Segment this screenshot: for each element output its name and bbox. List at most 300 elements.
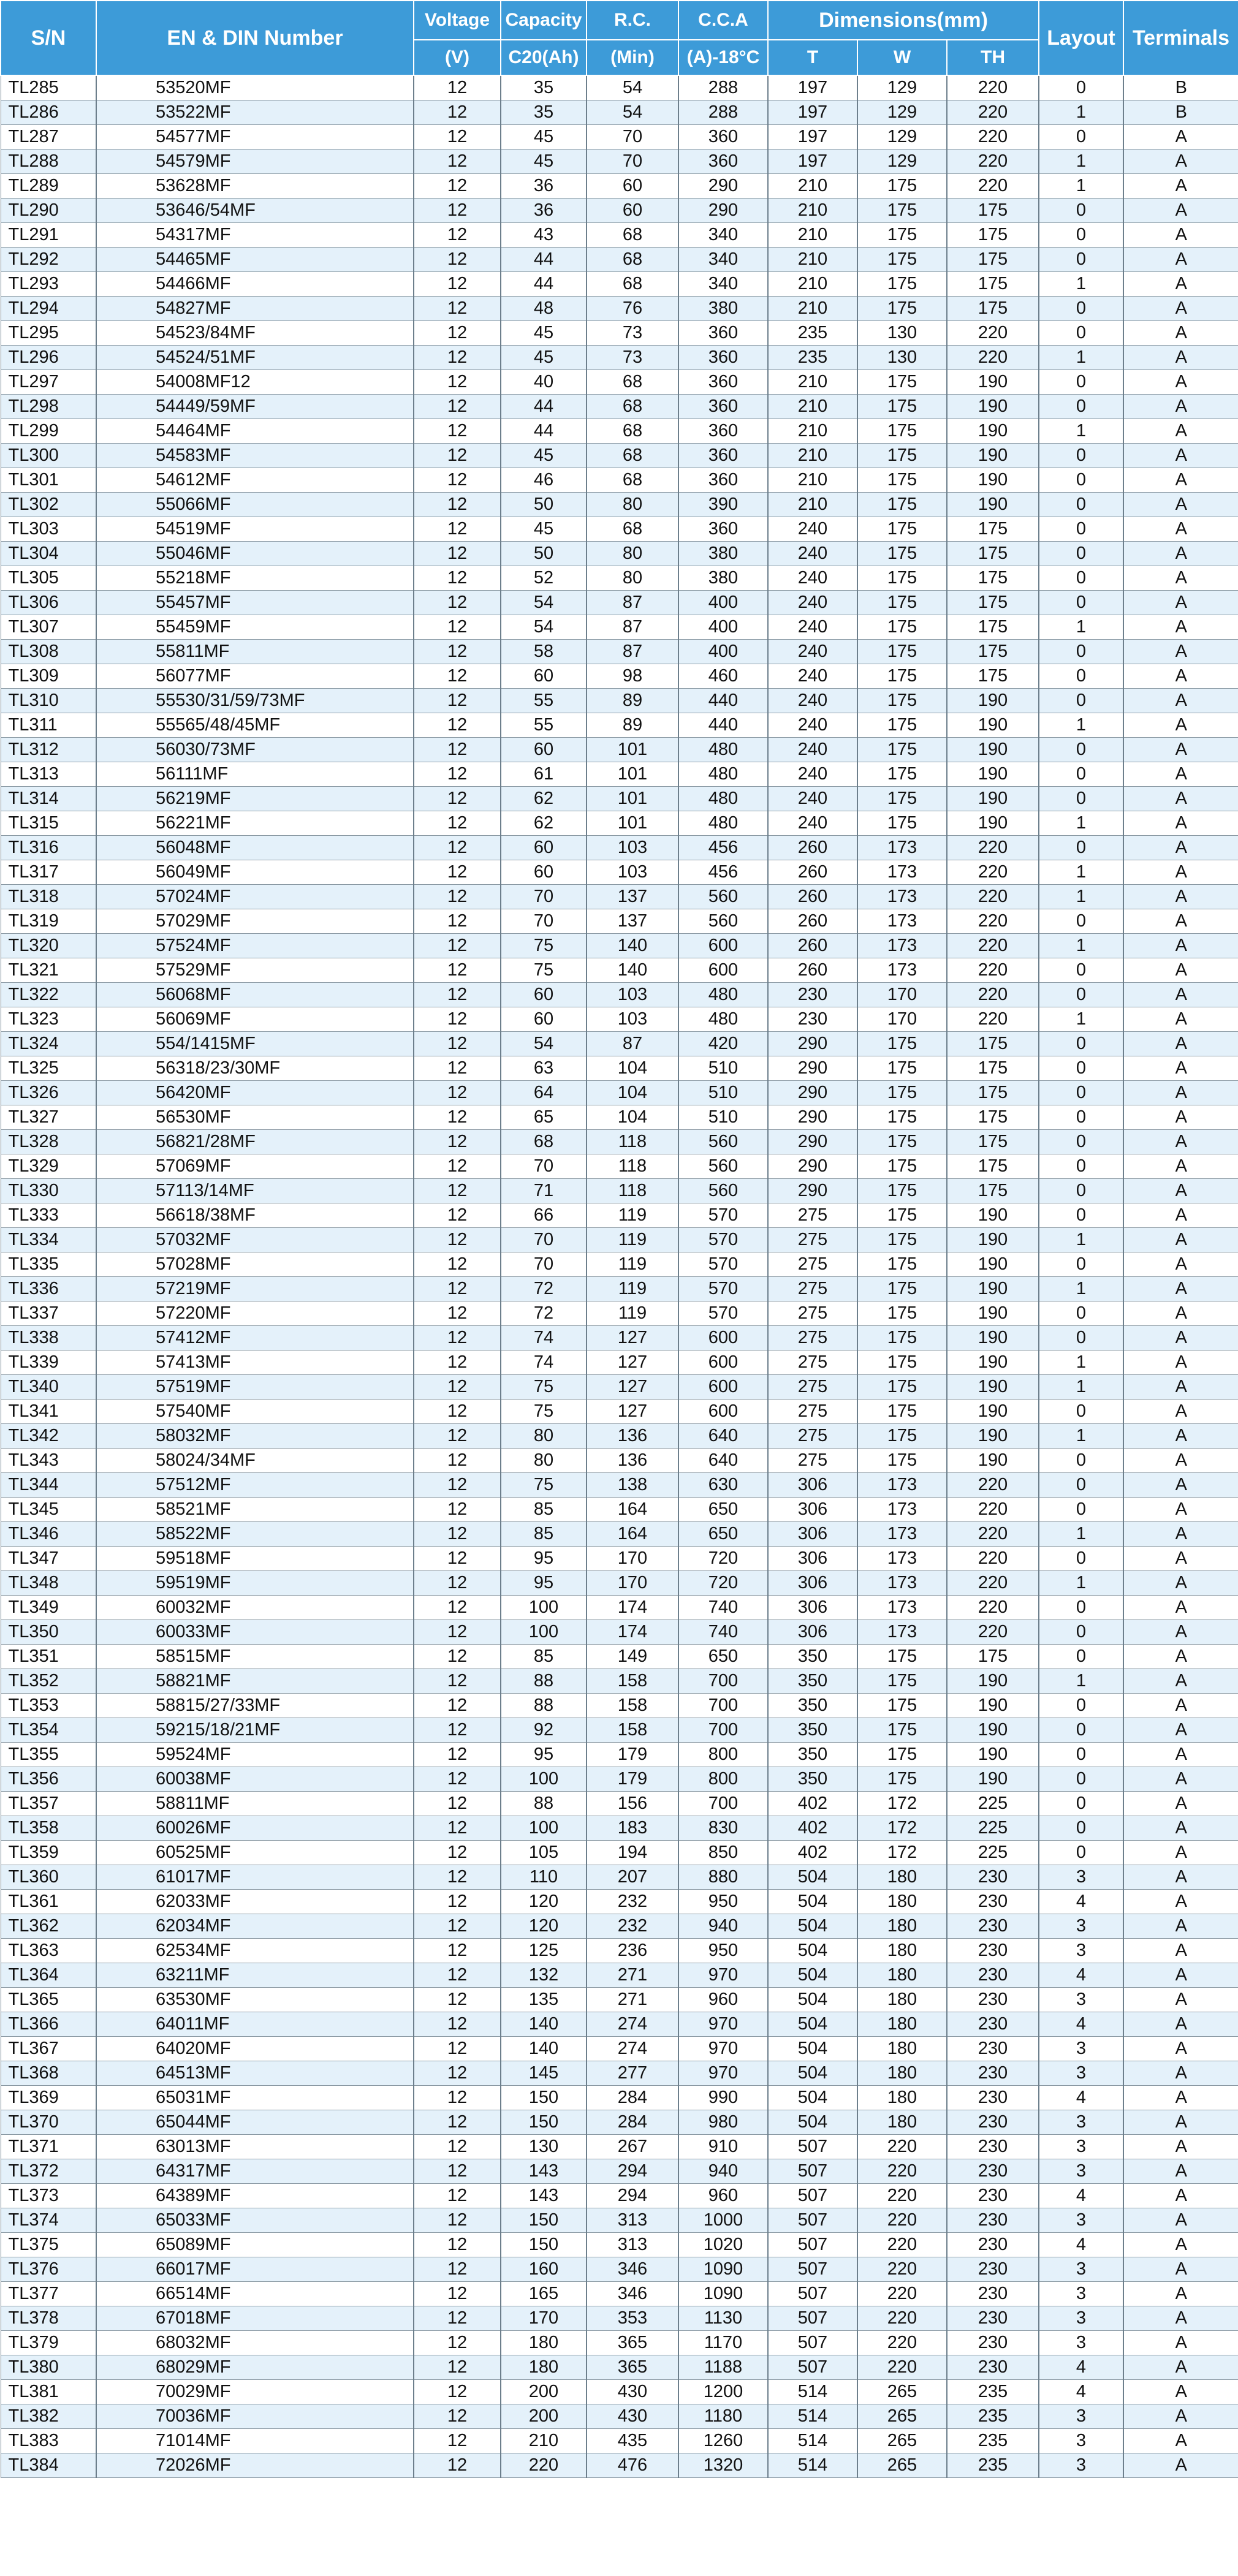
- cell-sn: TL356: [1, 1767, 96, 1792]
- cell-dim-th: 190: [947, 1424, 1039, 1449]
- cell-dim-w: 180: [857, 1914, 947, 1939]
- header-cca-unit: (A)-18°C: [678, 40, 768, 75]
- cell-layout: 1: [1039, 885, 1123, 909]
- cell-terminals: A: [1123, 223, 1238, 248]
- cell-layout: 1: [1039, 1351, 1123, 1375]
- cell-terminals: A: [1123, 346, 1238, 370]
- cell-rc: 54: [587, 75, 678, 100]
- cell-sn: TL381: [1, 2380, 96, 2404]
- cell-sn: TL372: [1, 2159, 96, 2184]
- cell-dim-t: 240: [768, 762, 857, 787]
- cell-rc: 68: [587, 444, 678, 468]
- cell-dim-t: 275: [768, 1301, 857, 1326]
- cell-en-din: 55459MF: [96, 615, 414, 640]
- table-row: [1, 1939, 1238, 1963]
- cell-sn: TL315: [1, 811, 96, 836]
- cell-cca: 600: [678, 1400, 768, 1424]
- cell-en-din: 54317MF: [96, 223, 414, 248]
- cell-capacity: 60: [501, 738, 587, 762]
- cell-dim-th: 220: [947, 1473, 1039, 1498]
- cell-cca: 360: [678, 346, 768, 370]
- cell-dim-w: 265: [857, 2429, 947, 2453]
- cell-dim-w: 175: [857, 272, 947, 297]
- cell-layout: 4: [1039, 2355, 1123, 2380]
- table-row: [1, 2453, 1238, 2478]
- cell-cca: 1000: [678, 2208, 768, 2233]
- cell-dim-th: 230: [947, 2037, 1039, 2061]
- cell-dim-t: 507: [768, 2282, 857, 2306]
- cell-cca: 600: [678, 1375, 768, 1400]
- cell-layout: 1: [1039, 150, 1123, 174]
- cell-rc: 267: [587, 2135, 678, 2159]
- cell-capacity: 70: [501, 885, 587, 909]
- cell-en-din: 65044MF: [96, 2110, 414, 2135]
- cell-cca: 340: [678, 248, 768, 272]
- cell-layout: 0: [1039, 1154, 1123, 1179]
- cell-dim-t: 210: [768, 419, 857, 444]
- cell-terminals: A: [1123, 885, 1238, 909]
- cell-dim-w: 175: [857, 811, 947, 836]
- cell-dim-t: 230: [768, 983, 857, 1007]
- cell-voltage: 12: [414, 2184, 501, 2208]
- cell-voltage: 12: [414, 1841, 501, 1865]
- cell-capacity: 143: [501, 2184, 587, 2208]
- cell-voltage: 12: [414, 2110, 501, 2135]
- cell-dim-w: 173: [857, 1473, 947, 1498]
- cell-voltage: 12: [414, 1939, 501, 1963]
- table-row: [1, 2331, 1238, 2355]
- cell-terminals: A: [1123, 2037, 1238, 2061]
- cell-en-din: 60525MF: [96, 1841, 414, 1865]
- cell-sn: TL337: [1, 1301, 96, 1326]
- cell-dim-t: 210: [768, 395, 857, 419]
- cell-layout: 3: [1039, 1914, 1123, 1939]
- cell-rc: 313: [587, 2233, 678, 2257]
- cell-dim-w: 175: [857, 1154, 947, 1179]
- cell-terminals: A: [1123, 738, 1238, 762]
- cell-voltage: 12: [414, 1865, 501, 1890]
- cell-capacity: 61: [501, 762, 587, 787]
- cell-dim-th: 190: [947, 762, 1039, 787]
- cell-capacity: 35: [501, 100, 587, 125]
- cell-rc: 284: [587, 2110, 678, 2135]
- cell-rc: 174: [587, 1596, 678, 1620]
- cell-voltage: 12: [414, 1105, 501, 1130]
- cell-layout: 3: [1039, 2453, 1123, 2478]
- cell-sn: TL338: [1, 1326, 96, 1351]
- cell-sn: TL285: [1, 75, 96, 100]
- cell-capacity: 65: [501, 1105, 587, 1130]
- cell-dim-th: 230: [947, 2233, 1039, 2257]
- cell-dim-th: 220: [947, 1498, 1039, 1522]
- cell-capacity: 75: [501, 1473, 587, 1498]
- cell-capacity: 44: [501, 419, 587, 444]
- cell-dim-t: 350: [768, 1718, 857, 1743]
- cell-terminals: A: [1123, 321, 1238, 346]
- cell-layout: 0: [1039, 1473, 1123, 1498]
- cell-voltage: 12: [414, 419, 501, 444]
- table-row: [1, 615, 1238, 640]
- cell-rc: 119: [587, 1203, 678, 1228]
- cell-capacity: 60: [501, 836, 587, 860]
- cell-rc: 207: [587, 1865, 678, 1890]
- cell-rc: 127: [587, 1351, 678, 1375]
- cell-en-din: 59215/18/21MF: [96, 1718, 414, 1743]
- cell-voltage: 12: [414, 1694, 501, 1718]
- cell-cca: 400: [678, 615, 768, 640]
- cell-rc: 274: [587, 2037, 678, 2061]
- table-row: [1, 713, 1238, 738]
- cell-en-din: 58811MF: [96, 1792, 414, 1816]
- cell-voltage: 12: [414, 272, 501, 297]
- cell-dim-th: 220: [947, 1620, 1039, 1645]
- cell-capacity: 88: [501, 1669, 587, 1694]
- table-row: [1, 1988, 1238, 2012]
- cell-dim-t: 507: [768, 2159, 857, 2184]
- cell-sn: TL341: [1, 1400, 96, 1424]
- cell-en-din: 62534MF: [96, 1939, 414, 1963]
- cell-sn: TL301: [1, 468, 96, 493]
- cell-dim-t: 504: [768, 1890, 857, 1914]
- cell-layout: 0: [1039, 1841, 1123, 1865]
- cell-layout: 0: [1039, 517, 1123, 542]
- cell-terminals: A: [1123, 1032, 1238, 1056]
- cell-dim-t: 275: [768, 1424, 857, 1449]
- table-row: [1, 1130, 1238, 1154]
- cell-sn: TL345: [1, 1498, 96, 1522]
- cell-en-din: 54523/84MF: [96, 321, 414, 346]
- cell-rc: 118: [587, 1130, 678, 1154]
- cell-rc: 136: [587, 1449, 678, 1473]
- cell-terminals: A: [1123, 1081, 1238, 1105]
- cell-cca: 1090: [678, 2257, 768, 2282]
- cell-en-din: 66017MF: [96, 2257, 414, 2282]
- header-rc-unit: (Min): [587, 40, 678, 75]
- cell-capacity: 63: [501, 1056, 587, 1081]
- cell-capacity: 180: [501, 2355, 587, 2380]
- cell-dim-w: 175: [857, 419, 947, 444]
- cell-sn: TL358: [1, 1816, 96, 1841]
- cell-dim-th: 175: [947, 1179, 1039, 1203]
- cell-voltage: 12: [414, 1154, 501, 1179]
- cell-layout: 0: [1039, 1400, 1123, 1424]
- cell-layout: 0: [1039, 1767, 1123, 1792]
- cell-cca: 980: [678, 2110, 768, 2135]
- cell-dim-t: 306: [768, 1571, 857, 1596]
- cell-rc: 119: [587, 1252, 678, 1277]
- cell-cca: 510: [678, 1081, 768, 1105]
- cell-layout: 0: [1039, 1645, 1123, 1669]
- cell-cca: 850: [678, 1841, 768, 1865]
- cell-terminals: A: [1123, 1596, 1238, 1620]
- cell-terminals: A: [1123, 1252, 1238, 1277]
- cell-en-din: 60032MF: [96, 1596, 414, 1620]
- cell-cca: 940: [678, 1914, 768, 1939]
- cell-terminals: A: [1123, 1449, 1238, 1473]
- cell-capacity: 80: [501, 1449, 587, 1473]
- cell-dim-w: 180: [857, 1963, 947, 1988]
- cell-terminals: A: [1123, 860, 1238, 885]
- cell-terminals: A: [1123, 1277, 1238, 1301]
- cell-dim-th: 175: [947, 272, 1039, 297]
- cell-sn: TL314: [1, 787, 96, 811]
- cell-rc: 101: [587, 811, 678, 836]
- cell-layout: 0: [1039, 248, 1123, 272]
- cell-voltage: 12: [414, 1449, 501, 1473]
- cell-dim-w: 175: [857, 468, 947, 493]
- cell-layout: 0: [1039, 1105, 1123, 1130]
- cell-voltage: 12: [414, 958, 501, 983]
- cell-capacity: 45: [501, 125, 587, 150]
- cell-layout: 3: [1039, 2282, 1123, 2306]
- cell-sn: TL362: [1, 1914, 96, 1939]
- cell-capacity: 100: [501, 1620, 587, 1645]
- cell-dim-t: 275: [768, 1449, 857, 1473]
- table-row: [1, 1522, 1238, 1547]
- cell-en-din: 58515MF: [96, 1645, 414, 1669]
- cell-capacity: 62: [501, 811, 587, 836]
- cell-layout: 4: [1039, 2184, 1123, 2208]
- cell-rc: 346: [587, 2282, 678, 2306]
- table-row: [1, 2061, 1238, 2086]
- cell-voltage: 12: [414, 248, 501, 272]
- cell-dim-th: 175: [947, 248, 1039, 272]
- cell-sn: TL311: [1, 713, 96, 738]
- cell-terminals: B: [1123, 100, 1238, 125]
- cell-rc: 68: [587, 468, 678, 493]
- cell-capacity: 72: [501, 1301, 587, 1326]
- cell-dim-w: 265: [857, 2380, 947, 2404]
- cell-dim-th: 190: [947, 395, 1039, 419]
- cell-layout: 0: [1039, 75, 1123, 100]
- cell-dim-th: 190: [947, 738, 1039, 762]
- cell-dim-w: 220: [857, 2208, 947, 2233]
- cell-dim-th: 175: [947, 223, 1039, 248]
- cell-dim-w: 175: [857, 1375, 947, 1400]
- cell-sn: TL378: [1, 2306, 96, 2331]
- cell-layout: 1: [1039, 934, 1123, 958]
- cell-rc: 76: [587, 297, 678, 321]
- cell-layout: 0: [1039, 321, 1123, 346]
- cell-rc: 158: [587, 1718, 678, 1743]
- cell-layout: 3: [1039, 2037, 1123, 2061]
- cell-capacity: 150: [501, 2086, 587, 2110]
- cell-terminals: A: [1123, 272, 1238, 297]
- cell-sn: TL373: [1, 2184, 96, 2208]
- cell-sn: TL290: [1, 199, 96, 223]
- cell-dim-t: 275: [768, 1203, 857, 1228]
- cell-terminals: A: [1123, 2110, 1238, 2135]
- cell-cca: 720: [678, 1547, 768, 1571]
- cell-dim-t: 306: [768, 1498, 857, 1522]
- cell-rc: 104: [587, 1081, 678, 1105]
- table-row: [1, 983, 1238, 1007]
- cell-dim-t: 260: [768, 885, 857, 909]
- cell-dim-t: 210: [768, 297, 857, 321]
- cell-en-din: 58521MF: [96, 1498, 414, 1522]
- cell-capacity: 85: [501, 1645, 587, 1669]
- cell-rc: 137: [587, 909, 678, 934]
- cell-dim-th: 220: [947, 75, 1039, 100]
- table-row: [1, 1571, 1238, 1596]
- cell-rc: 353: [587, 2306, 678, 2331]
- cell-dim-w: 175: [857, 1694, 947, 1718]
- cell-dim-w: 173: [857, 1620, 947, 1645]
- cell-voltage: 12: [414, 1081, 501, 1105]
- cell-capacity: 70: [501, 1228, 587, 1252]
- cell-sn: TL351: [1, 1645, 96, 1669]
- cell-dim-th: 190: [947, 1449, 1039, 1473]
- cell-sn: TL376: [1, 2257, 96, 2282]
- cell-rc: 140: [587, 958, 678, 983]
- cell-layout: 1: [1039, 713, 1123, 738]
- cell-layout: 0: [1039, 664, 1123, 689]
- cell-voltage: 12: [414, 787, 501, 811]
- cell-cca: 440: [678, 689, 768, 713]
- cell-cca: 960: [678, 1988, 768, 2012]
- table-row: [1, 1203, 1238, 1228]
- cell-dim-th: 175: [947, 1056, 1039, 1081]
- cell-rc: 89: [587, 689, 678, 713]
- cell-dim-w: 175: [857, 370, 947, 395]
- cell-capacity: 46: [501, 468, 587, 493]
- cell-dim-t: 504: [768, 1914, 857, 1939]
- cell-sn: TL291: [1, 223, 96, 248]
- cell-en-din: 56068MF: [96, 983, 414, 1007]
- cell-cca: 880: [678, 1865, 768, 1890]
- cell-dim-t: 210: [768, 444, 857, 468]
- cell-layout: 1: [1039, 615, 1123, 640]
- cell-dim-th: 190: [947, 1277, 1039, 1301]
- cell-dim-t: 514: [768, 2429, 857, 2453]
- cell-cca: 570: [678, 1301, 768, 1326]
- cell-layout: 4: [1039, 2012, 1123, 2037]
- cell-voltage: 12: [414, 2159, 501, 2184]
- table-row: [1, 1792, 1238, 1816]
- cell-sn: TL347: [1, 1547, 96, 1571]
- cell-sn: TL305: [1, 566, 96, 591]
- cell-dim-w: 175: [857, 248, 947, 272]
- cell-dim-th: 190: [947, 1669, 1039, 1694]
- cell-rc: 435: [587, 2429, 678, 2453]
- header-terminals: Terminals: [1123, 1, 1238, 75]
- cell-cca: 480: [678, 811, 768, 836]
- cell-dim-w: 175: [857, 493, 947, 517]
- cell-dim-th: 220: [947, 321, 1039, 346]
- cell-voltage: 12: [414, 1473, 501, 1498]
- cell-dim-t: 240: [768, 566, 857, 591]
- cell-dim-t: 306: [768, 1522, 857, 1547]
- cell-dim-th: 190: [947, 444, 1039, 468]
- cell-capacity: 95: [501, 1547, 587, 1571]
- cell-terminals: A: [1123, 2282, 1238, 2306]
- cell-cca: 970: [678, 2012, 768, 2037]
- cell-cca: 560: [678, 885, 768, 909]
- cell-rc: 271: [587, 1963, 678, 1988]
- cell-sn: TL295: [1, 321, 96, 346]
- cell-sn: TL350: [1, 1620, 96, 1645]
- cell-dim-t: 290: [768, 1032, 857, 1056]
- cell-dim-w: 129: [857, 100, 947, 125]
- cell-terminals: A: [1123, 542, 1238, 566]
- cell-terminals: A: [1123, 2061, 1238, 2086]
- cell-dim-th: 190: [947, 1326, 1039, 1351]
- cell-rc: 87: [587, 1032, 678, 1056]
- cell-layout: 1: [1039, 1375, 1123, 1400]
- cell-cca: 830: [678, 1816, 768, 1841]
- cell-sn: TL342: [1, 1424, 96, 1449]
- cell-en-din: 54466MF: [96, 272, 414, 297]
- cell-dim-th: 220: [947, 836, 1039, 860]
- cell-dim-t: 504: [768, 1939, 857, 1963]
- cell-dim-w: 175: [857, 566, 947, 591]
- cell-dim-w: 175: [857, 1767, 947, 1792]
- cell-dim-t: 306: [768, 1547, 857, 1571]
- cell-layout: 0: [1039, 1032, 1123, 1056]
- cell-en-din: 59524MF: [96, 1743, 414, 1767]
- cell-terminals: A: [1123, 1865, 1238, 1890]
- cell-capacity: 120: [501, 1914, 587, 1939]
- cell-layout: 0: [1039, 1179, 1123, 1203]
- cell-sn: TL383: [1, 2429, 96, 2453]
- cell-dim-w: 129: [857, 75, 947, 100]
- cell-terminals: A: [1123, 615, 1238, 640]
- cell-dim-w: 175: [857, 297, 947, 321]
- cell-dim-t: 210: [768, 468, 857, 493]
- cell-rc: 60: [587, 199, 678, 223]
- cell-sn: TL344: [1, 1473, 96, 1498]
- cell-en-din: 57512MF: [96, 1473, 414, 1498]
- cell-layout: 0: [1039, 689, 1123, 713]
- cell-voltage: 12: [414, 2135, 501, 2159]
- table-row: [1, 591, 1238, 615]
- cell-cca: 960: [678, 2184, 768, 2208]
- table-row: [1, 885, 1238, 909]
- table-row: [1, 762, 1238, 787]
- cell-en-din: 57540MF: [96, 1400, 414, 1424]
- cell-rc: 194: [587, 1841, 678, 1865]
- cell-sn: TL364: [1, 1963, 96, 1988]
- cell-layout: 1: [1039, 811, 1123, 836]
- table-row: [1, 1718, 1238, 1743]
- header-voltage-unit: (V): [414, 40, 501, 75]
- cell-en-din: 57529MF: [96, 958, 414, 983]
- cell-dim-th: 190: [947, 1228, 1039, 1252]
- table-body: [1, 75, 1238, 2478]
- cell-capacity: 170: [501, 2306, 587, 2331]
- cell-dim-w: 173: [857, 1571, 947, 1596]
- cell-dim-w: 175: [857, 223, 947, 248]
- cell-dim-w: 175: [857, 615, 947, 640]
- table-row: [1, 493, 1238, 517]
- cell-dim-th: 190: [947, 1694, 1039, 1718]
- cell-dim-th: 225: [947, 1792, 1039, 1816]
- table-row: [1, 395, 1238, 419]
- cell-layout: 1: [1039, 860, 1123, 885]
- cell-sn: TL317: [1, 860, 96, 885]
- cell-cca: 456: [678, 860, 768, 885]
- cell-cca: 360: [678, 468, 768, 493]
- cell-dim-w: 173: [857, 1596, 947, 1620]
- cell-sn: TL313: [1, 762, 96, 787]
- table-row: [1, 468, 1238, 493]
- cell-capacity: 40: [501, 370, 587, 395]
- cell-dim-w: 175: [857, 1301, 947, 1326]
- cell-cca: 720: [678, 1571, 768, 1596]
- cell-rc: 430: [587, 2404, 678, 2429]
- table-row: [1, 2429, 1238, 2453]
- cell-en-din: 55218MF: [96, 566, 414, 591]
